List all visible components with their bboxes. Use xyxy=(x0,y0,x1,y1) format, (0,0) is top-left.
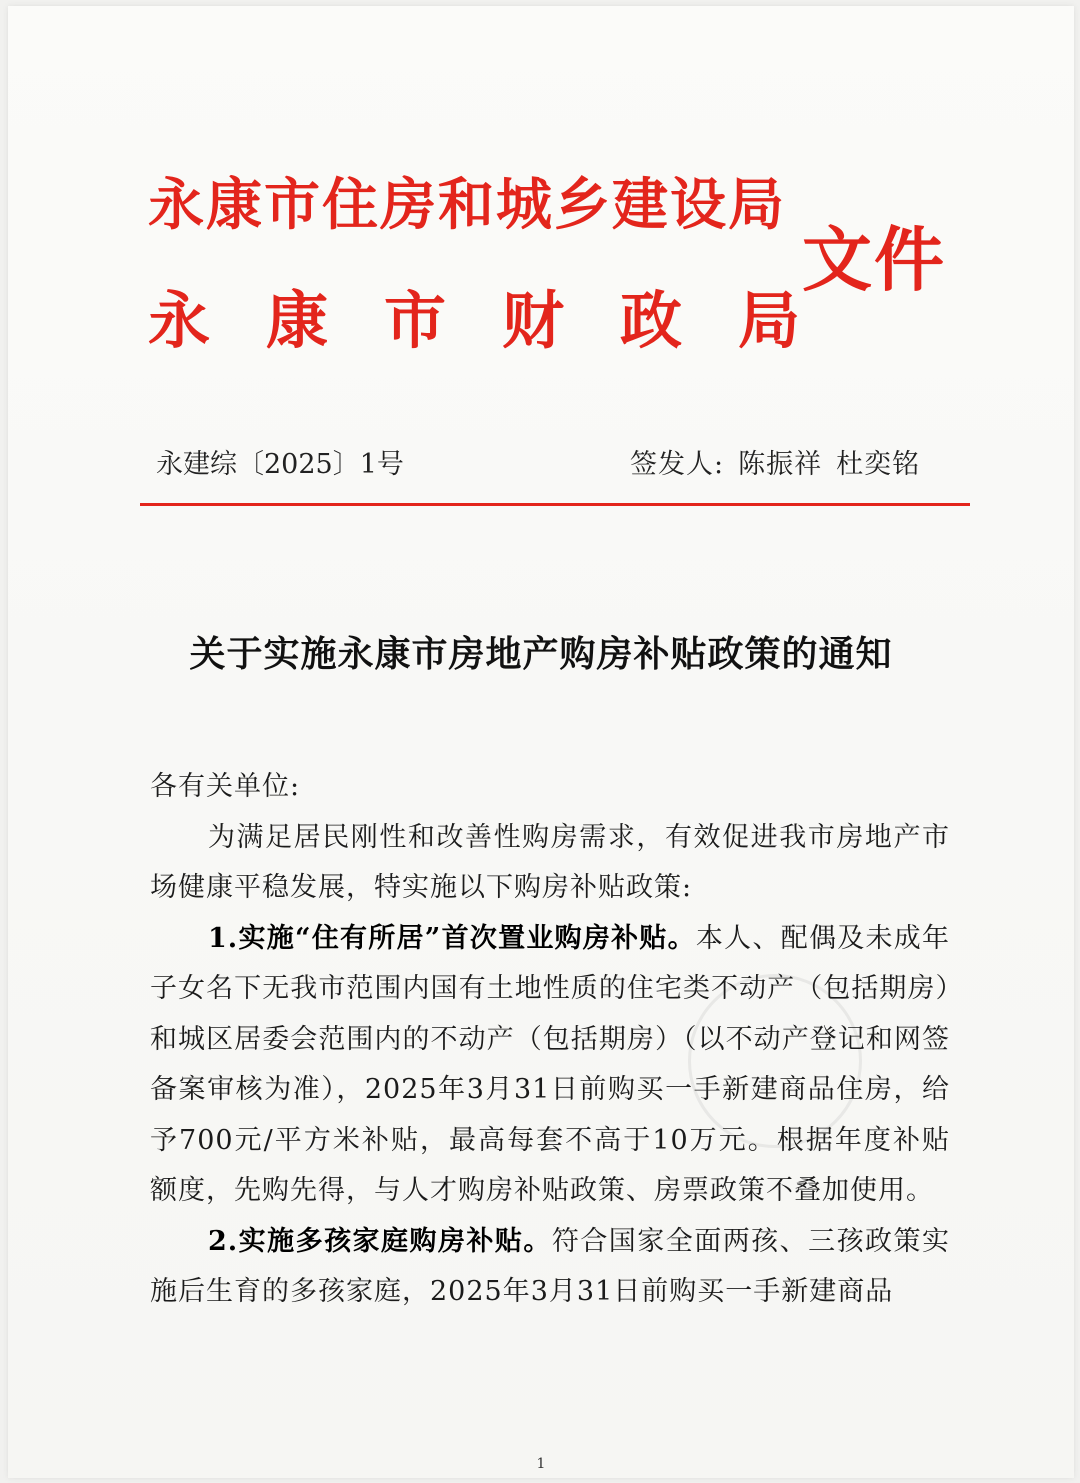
signer-block xyxy=(630,442,920,481)
policy-item-1-heading: 1.实施“住有所居”首次置业购房补贴。 xyxy=(208,922,696,954)
red-separator-line xyxy=(140,503,970,506)
issuing-org-line2: 永康市财政局 xyxy=(148,284,857,357)
document-type-label: 文件 xyxy=(802,219,946,301)
document-body xyxy=(150,762,950,1318)
signer-label: 签发人: xyxy=(630,449,725,480)
signer-name-1: 陈振祥 xyxy=(738,449,823,480)
notice-title: 关于实施永康市房地产购房补贴政策的通知 xyxy=(189,633,893,675)
policy-item-2 xyxy=(150,1217,950,1318)
signer-name-2: 杜奕铭 xyxy=(836,449,921,480)
intro-paragraph: 为满足居民刚性和改善性购房需求，有效促进我市房地产市场健康平稳发展，特实施以下购房补贴政策: xyxy=(150,821,950,903)
salutation: 各有关单位: xyxy=(150,771,301,802)
page-number: 1 xyxy=(536,1456,546,1472)
policy-item-1 xyxy=(150,914,950,1217)
document-page xyxy=(8,6,1074,1478)
issuing-org-line1: 永康市住房和城乡建设局 xyxy=(148,173,786,238)
policy-item-1-text: 本人、配偶及未成年子女名下无我市范围内国有土地性质的住宅类不动产（包括期房）和城区居委会范围内的不动产（包括期房）（以不动产登记和网签备案审核为准），2025年3月31日前购买一手新建商品住房，给予700元/平方米补贴，最高每套不高于10万元。根据年度补贴额度，先购先得，与人才购房补贴政策、房票政策不叠加使用。 xyxy=(150,922,950,1206)
policy-item-2-text: 符合国家全面两孩、三孩政策实施后生育的多孩家庭，2025年3月31日前购买一手新建商品 xyxy=(150,1225,951,1307)
document-number: 永建综〔2025〕1号 xyxy=(156,449,404,480)
policy-item-2-heading: 2.实施多孩家庭购房补贴。 xyxy=(208,1225,552,1257)
